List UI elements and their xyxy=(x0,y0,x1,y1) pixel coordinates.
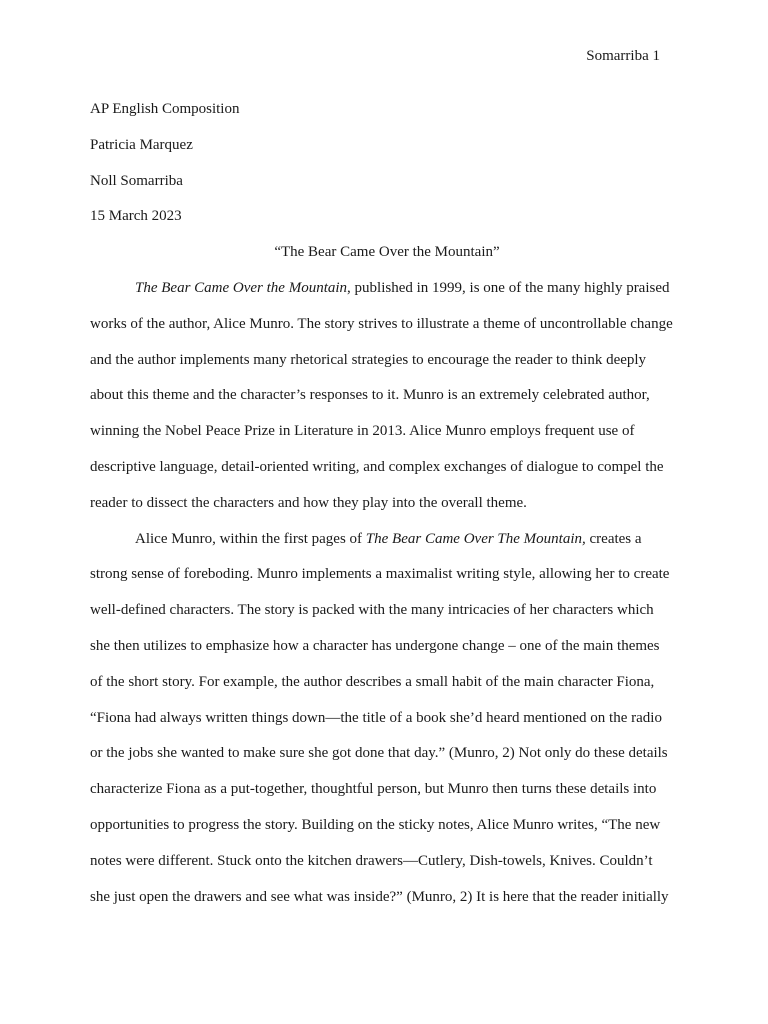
paragraph-line: strong sense of foreboding. Munro implements a maximalist writing style, allowing her to create xyxy=(90,566,670,583)
book-title: The Bear Came Over the Mountain xyxy=(135,279,348,296)
heading-date: 15 March 2023 xyxy=(90,208,182,225)
paragraph-2 xyxy=(90,522,678,916)
paragraph-line xyxy=(90,522,678,558)
text-run: , published in 1999, is one of the many highly praised xyxy=(347,279,670,296)
text-run: Alice Munro, within the first pages of xyxy=(135,530,366,547)
running-header: Somarriba 1 xyxy=(586,48,660,64)
paragraph-line: she just open the drawers and see what was inside?” (Munro, 2) It is here that the reader initially xyxy=(90,888,669,905)
heading-course: AP English Composition xyxy=(90,101,240,117)
paragraph-1 xyxy=(90,271,678,522)
paragraph-line xyxy=(90,271,678,307)
paragraph-line: winning the Nobel Peace Prize in Literature in 2013. Alice Munro employs frequent use of xyxy=(90,423,635,440)
paragraph-line: descriptive language, detail-oriented writing, and complex exchanges of dialogue to compel the xyxy=(90,458,664,475)
heading-student: Noll Somarriba xyxy=(90,172,183,189)
paragraph-line: about this theme and the character’s responses to it. Munro is an extremely celebrated author, xyxy=(90,387,650,404)
paragraph-line: “Fiona had always written things down—the title of a book she’d heard mentioned on the radio xyxy=(90,709,662,726)
paragraph-line: well-defined characters. The story is packed with the many intricacies of her characters which xyxy=(90,602,654,619)
paragraph-line: or the jobs she wanted to make sure she got done that day.” (Munro, 2) Not only do these details xyxy=(90,745,668,762)
paragraph-line: she then utilizes to emphasize how a character has undergone change – one of the main themes xyxy=(90,637,660,654)
book-title: The Bear Came Over The Mountain, xyxy=(365,530,586,547)
paragraph-line: reader to dissect the characters and how they play into the overall theme. xyxy=(90,494,527,511)
essay-title: “The Bear Came Over the Mountain” xyxy=(274,244,500,261)
paragraph-line: and the author implements many rhetorical strategies to encourage the reader to think deeply xyxy=(90,351,647,368)
text-run: creates a xyxy=(585,530,642,547)
paragraph-line: opportunities to progress the story. Building on the sticky notes, Alice Munro writes, “The new xyxy=(90,816,661,833)
paragraph-line: characterize Fiona as a put-together, thoughtful person, but Munro then turns these details into xyxy=(90,781,657,798)
paragraph-line: notes were different. Stuck onto the kitchen drawers—Cutlery, Dish-towels, Knives. Couldn’t xyxy=(90,852,653,869)
heading-instructor: Patricia Marquez xyxy=(90,136,193,153)
paragraph-line: works of the author, Alice Munro. The story strives to illustrate a theme of uncontrollable change xyxy=(90,315,673,332)
paragraph-line: of the short story. For example, the author describes a small habit of the main character Fiona, xyxy=(90,673,655,690)
essay-body xyxy=(90,92,678,915)
